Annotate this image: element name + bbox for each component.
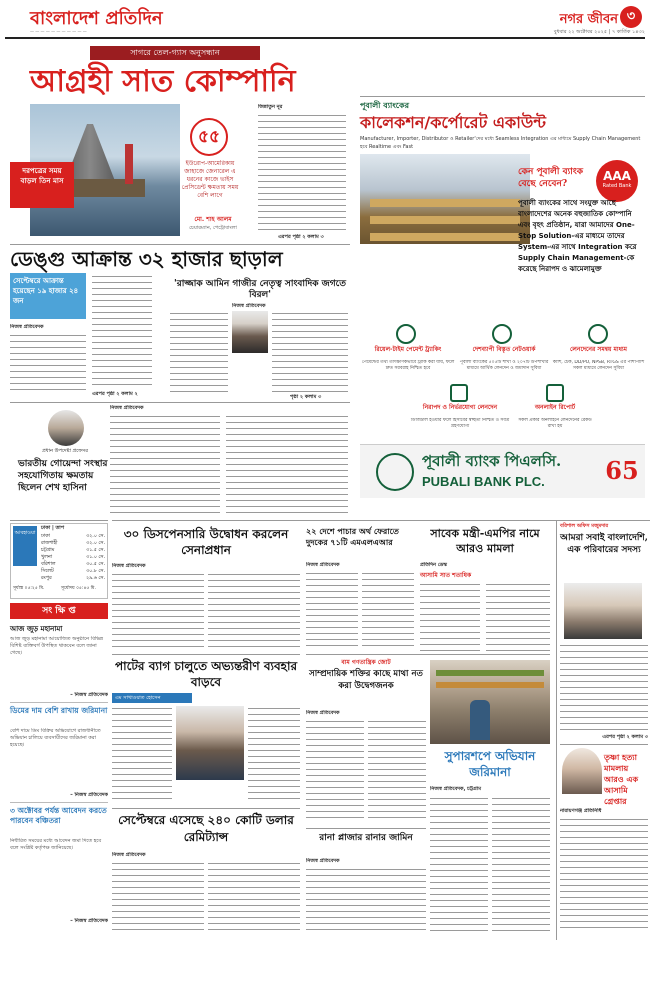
weather-temp: ৩২.০ সে. — [85, 534, 105, 539]
weather-temp: ৩২.০ সে. — [85, 541, 105, 546]
minister-subhead: আসামি সাত শতাধিক — [420, 572, 472, 579]
shelf — [370, 233, 520, 241]
ad-feature-channels — [552, 324, 645, 380]
dispensary-byline: নিজস্ব প্রতিবেদক — [112, 563, 146, 569]
briefs-label: সং ক্ষি প্ত — [10, 603, 108, 619]
masthead-rule — [5, 37, 645, 39]
rana-headline: রানা প্লাজার রানার জামিন — [319, 833, 413, 843]
minister-byline: প্রতিদিন ডেস্ক — [420, 562, 448, 568]
ad-headline: কালেকশন/কর্পোরেট একাউন্ট — [360, 113, 546, 132]
dengue-body-col1 — [10, 333, 86, 390]
weather-box — [10, 523, 108, 599]
rana-body — [306, 867, 426, 931]
dengue-body-col2 — [92, 274, 152, 390]
communal-byline: নিজস্ব প্রতিবেদক — [306, 710, 340, 716]
tracking-icon — [396, 324, 416, 344]
weather-temp: ৩১.৫ সে. — [85, 548, 105, 553]
dispensary-headline: ৩০ ডিসপেনসারি উদ্বোধন করলেন সেনাপ্রধান — [123, 527, 289, 557]
section-title-block — [500, 8, 618, 27]
ganguly-body-col2 — [272, 311, 348, 395]
oil-headline: আগ্রহী সাত কোম্পানি — [30, 64, 296, 99]
communal-body-col1 — [306, 719, 364, 823]
dispensary-body-col1 — [112, 572, 204, 650]
sunset: সূর্যোদয় ০৫:৪৫ মি. — [61, 586, 96, 591]
ad-feature-network — [456, 324, 552, 380]
pm-caption: প্রধান উপদেষ্টা প্রফেসর — [42, 448, 88, 454]
sunrise: সূর্যাস্ত ০৫:২৫ মি. — [13, 586, 45, 591]
pm-photo — [48, 410, 84, 446]
divider — [10, 802, 108, 803]
divider — [306, 828, 426, 829]
dengue-continued: এরপর পৃষ্ঠা ২ কলাম ২ — [92, 391, 138, 397]
divider — [10, 520, 108, 521]
brief-byline: – নিজস্ব প্রতিবেদক — [70, 792, 108, 798]
dispensary-body-col2 — [208, 572, 300, 650]
weather-city: ঢাকা — [41, 534, 50, 539]
dengue-byline: নিজস্ব প্রতিবেদক — [10, 324, 44, 330]
ganguly-byline: নিজস্ব প্রতিবেদক — [232, 303, 266, 309]
feature-text: ক্যাশ, চেক, DD/PO, NPSB, RTGS এর পাশাপাশি সকল মাধ্যমে লেনদেন সুবিধা — [552, 360, 645, 371]
weather-city: খুলনা — [41, 555, 52, 560]
feature-title: দেশব্যাপী বিস্তৃত নেটওয়ার্ক — [472, 346, 536, 353]
divider — [10, 702, 108, 703]
weather-row — [41, 568, 105, 575]
jute-photo — [176, 706, 244, 780]
traffic-byline: নিজস্ব প্রতিবেদক — [306, 562, 340, 568]
weather-city: সিলেট — [41, 569, 54, 574]
weather-temp: ২৯.৬ সে. — [85, 576, 105, 581]
ad-feature-realtime — [360, 324, 456, 380]
barishal-photo — [564, 583, 642, 639]
murder-body — [560, 817, 648, 931]
shelf — [370, 199, 520, 207]
weather-temp: ৩০.৫ সে. — [85, 562, 105, 567]
ganguly-continued: পৃষ্ঠা ২ কলাম ৩ — [290, 394, 322, 400]
murder-byline: নারায়ণগঞ্জ প্রতিনিধি — [560, 808, 602, 814]
traffic-body-col1 — [306, 571, 358, 651]
aaa-badge-sub: Rated Bank — [602, 183, 632, 189]
ad-feature-report — [515, 384, 595, 440]
jute-body-col2 — [248, 706, 300, 804]
murder-victim-photo — [562, 748, 602, 794]
jute-byline: এম সাখাওয়াত হোসেন — [112, 693, 192, 703]
pm-body-col2 — [226, 414, 348, 514]
weather-city: চট্টগ্রাম — [41, 548, 55, 553]
feature-title: নিরাপদ ও নির্ভরযোগ্য লেনদেন — [422, 404, 498, 411]
mosquito-byline: নিজস্ব প্রতিবেদক, চট্টগ্রাম — [430, 786, 481, 792]
brief-text: নির্ধারিত সময়ের মধ্যে আবেদন জমা দিতে হবে বলে সংশ্লিষ্ট কর্তৃপক্ষ জানিয়েছে। — [10, 838, 102, 851]
divider — [112, 520, 650, 521]
ad-warehouse-photo — [360, 154, 530, 244]
ad-feature-secure — [410, 384, 510, 440]
oil-highlight-number: ৫৫ — [190, 118, 228, 156]
column-rule — [556, 520, 557, 940]
pm-headline: ভারতীয় গোয়েন্দা সংস্থার সহযোগিতায় ক্ষমতায় ছিলেন শেখ হাসিনা — [18, 459, 108, 493]
weather-temp: ৩১.০ সে. — [85, 555, 105, 560]
brief-title: আজ জুড় মহানামা — [10, 624, 63, 633]
supershop-photo — [430, 660, 550, 744]
person — [470, 700, 490, 740]
barishal-reporter: বরিশাল অফিস মজুমদার — [560, 523, 609, 529]
oil-reporter: জিন্নাতুন নূর — [258, 104, 283, 110]
ad-tagline: Manufacturer, Importer, Distributor ও Retailer'দের মধ্যে Seamless Integration এর মাধ্যমে Supply Chain Management হবে Realtime এবং Fast — [360, 136, 641, 150]
minister-body-col1 — [420, 582, 480, 652]
feature-text: সকল প্রকার অনলাইনে লেনদেনের রেকর্ড রাখা হয় — [518, 418, 592, 429]
masthead-logo-text: বাংলাদেশ প্রতিদিন — [30, 8, 163, 29]
feature-text: ডিজিটাল হওয়ার ফলে হিসাবের স্বচ্ছতা নিশ্চিত ও সর্বত্র গ্রহণযোগ্য — [410, 418, 510, 429]
brief-title: ডিমের দাম বেশি রাখায় জরিমানা — [10, 706, 108, 715]
aaa-badge — [596, 160, 638, 202]
weather-row — [41, 561, 105, 568]
divider — [360, 96, 645, 97]
dengue-headline: ডেঙ্গু আক্রান্ত ৩২ হাজার ছাড়াল — [10, 247, 283, 271]
weather-row — [41, 554, 105, 561]
feature-title: অনলাইন রিপোর্ট — [534, 404, 576, 411]
ganguly-body-col1 — [170, 311, 228, 395]
minister-headline: সাবেক মন্ত্রী-এমপির নামে আরও মামলা — [430, 527, 540, 555]
feature-title: লেনদেনের সমন্বয় মাধ্যম — [569, 346, 628, 353]
minister-body-col2 — [486, 582, 550, 652]
brief-title: ৩ অক্টোবর পর্যন্ত আবেদন করতে পারবেন বঞ্চিতরা — [10, 806, 107, 825]
communal-headline: সাম্প্রদায়িক শক্তির কাছে মাথা নত করা উদ্বেগজনক — [309, 669, 423, 691]
oil-body-text — [258, 113, 346, 233]
mosquito-headline: সুপারশপে অভিযান জরিমানা — [444, 749, 536, 779]
oil-highlight-text: ইউরোপ-আমেরিকায় জাহাজে জেনারেল এ ধরনের কাজে ভাইস প্রেসিডেন্ট ক্ষমতায় সময় বেশি লাগে — [181, 160, 239, 199]
weather-header: ঢাকা | তাপ — [41, 525, 65, 531]
divider — [306, 654, 550, 655]
oil-continued: এরপর পৃষ্ঠা ২ কলাম ৩ — [278, 234, 324, 240]
communal-body-col2 — [368, 719, 426, 823]
weather-row — [41, 540, 105, 547]
brief-text: বেশি দামে ডিম বিক্রির অভিযোগে রাজধানীতে অভিযান চালিয়ে ব্যবসায়ীদের জরিমানা করা হয়েছে। — [10, 728, 101, 748]
feature-text: পেমেন্টের তথ্য তাৎক্ষণিকভাবে ট্র্যাক করা যায়, ফলে দ্রুত সরবরাহ নিশ্চিত হবে — [361, 360, 455, 371]
rig-crane — [125, 144, 133, 184]
ad-question: কেন পূবালী ব্যাংক বেছে নেবেন? — [518, 167, 583, 189]
weather-table — [41, 533, 105, 585]
oil-quote-role: চেয়ারম্যান, পেট্রোবাংলা — [189, 225, 237, 231]
traffic-body-col2 — [362, 571, 414, 651]
mosquito-body-col1 — [430, 796, 488, 931]
barishal-body — [560, 643, 648, 733]
shelf — [370, 216, 520, 224]
remittance-body-col1 — [112, 861, 204, 931]
oil-callout: দরপত্রের সময় বাড়ল তিন মাস — [10, 162, 74, 208]
traffic-headline: ২২ দেশে পাচার অর্থ ফেরাতে দুদকের ৭১টি এমএলএআর — [306, 526, 399, 547]
oil-kicker: সাগরে তেল-গ্যাস অনুসন্ধান — [90, 46, 260, 60]
aaa-badge-title: AAA — [603, 169, 631, 183]
brief-byline: – নিজস্ব প্রতিবেদক — [70, 918, 108, 924]
gazi-photo — [232, 311, 268, 353]
brief-byline: – নিজস্ব প্রতিবেদক — [70, 692, 108, 698]
weather-city: রংপুর — [41, 576, 52, 581]
report-icon — [546, 384, 564, 402]
oil-quote-name: মো. শাহ আলম — [194, 216, 232, 223]
mosquito-body-col2 — [492, 796, 550, 931]
weather-row — [41, 547, 105, 554]
rana-byline: নিজস্ব প্রতিবেদক — [306, 858, 340, 864]
bank-name-en: PUBALI BANK PLC. — [422, 474, 545, 489]
weather-city: বরিশাল — [41, 562, 56, 567]
divider — [560, 744, 648, 745]
weather-temp: ৩০.৮ সে. — [85, 569, 105, 574]
pm-body-col1 — [110, 414, 220, 514]
weather-row — [41, 533, 105, 540]
ad-body: পূবালী ব্যাংকের সাথে সংযুক্ত আছে বাংলাদেশের অনেক বহুজাতিক কোম্পানি এবং বৃহৎ প্রতিষ্ঠান, যারা আমাদের One-Stop Solution-এর মাধ্যমে তাদের System-এর সাথে Integration করে Supply Chain Management-কে করেছে নিরাপদ ও ঝামেলামুক্ত — [518, 199, 637, 273]
weather-row — [41, 575, 105, 582]
pubali-logo-icon — [376, 453, 414, 491]
dateline: বুধবার ২২ অক্টোবর ২০২৫ | ৭ কার্তিক ১৪৩২ — [553, 29, 645, 35]
network-icon — [492, 324, 512, 344]
jute-body-col1 — [112, 706, 172, 804]
page-number: ৩ — [620, 6, 642, 28]
barishal-headline: আমরা সবাই বাংলাদেশি, এক পরিবারের সদস্য — [560, 533, 648, 555]
feature-title: রিয়েল-টাইম পেমেন্ট ট্র্যাকিং — [374, 346, 442, 353]
divider — [10, 402, 350, 403]
divider — [10, 244, 350, 245]
weather-label: আবহাওয়া — [13, 526, 37, 566]
ganguly-headline: 'রাজ্জাক আমিন গাজীর নেতৃত্ব সাংবাদিক জগতে বিরল' — [173, 279, 346, 300]
section-title: নগর জীবন — [559, 12, 618, 27]
bank-name-bn: পূবালী ব্যাংক পিএলসি. — [422, 452, 562, 470]
masthead-tagline: — — — — — — — — — — — — [30, 29, 87, 34]
dengue-subhead: সেপ্টেম্বরে আক্রান্ত হয়েছেন ১৯ হাজার ২৪ জন — [10, 273, 86, 319]
anniversary-mark: 65 — [605, 456, 639, 485]
remittance-headline: সেপ্টেম্বরে এসেছে ২৪০ কোটি ডলার রেমিট্যান্স — [118, 813, 294, 844]
remittance-byline: নিজস্ব প্রতিবেদক — [112, 852, 146, 858]
shelf — [436, 670, 544, 676]
exchange-icon — [588, 324, 608, 344]
ad-footer — [360, 444, 645, 498]
barishal-continued: এরপর পৃষ্ঠা ২ কলাম ৩ — [602, 734, 648, 740]
divider — [112, 808, 300, 809]
feature-text: পূবালী ব্যাংকের ৫০৫টি শাখা ও ২০৭টি উপশাখার মাধ্যমে আর্থিক লেনদেন ও জমাদান সুবিধা — [459, 360, 549, 371]
ad-bank-label: পূবালী ব্যাংকের — [360, 101, 409, 110]
weather-city: রাজশাহী — [41, 541, 58, 546]
communal-kicker: বাম গণতান্ত্রিক জোট — [341, 659, 391, 666]
pm-byline: নিজস্ব প্রতিবেদক — [110, 405, 144, 411]
divider — [112, 654, 300, 655]
brief-text: আজ জুড় মহানামা আয়োজিত অনুষ্ঠানে বিভিন্ন বিশিষ্ট ব্যক্তিবর্গ উপস্থিত থাকবেন বলে জানা গেছে। — [10, 636, 103, 656]
remittance-body-col2 — [208, 861, 300, 931]
lock-icon — [450, 384, 468, 402]
murder-headline: তৃষ্ণা হত্যা মামলায় আরও এক আসামি গ্রেপ্তার — [604, 752, 639, 806]
shelf — [436, 682, 544, 688]
jute-headline: পাটের ব্যাগ চালুতে অভ্যন্তরীণ ব্যবহার বাড়বে — [114, 659, 298, 689]
